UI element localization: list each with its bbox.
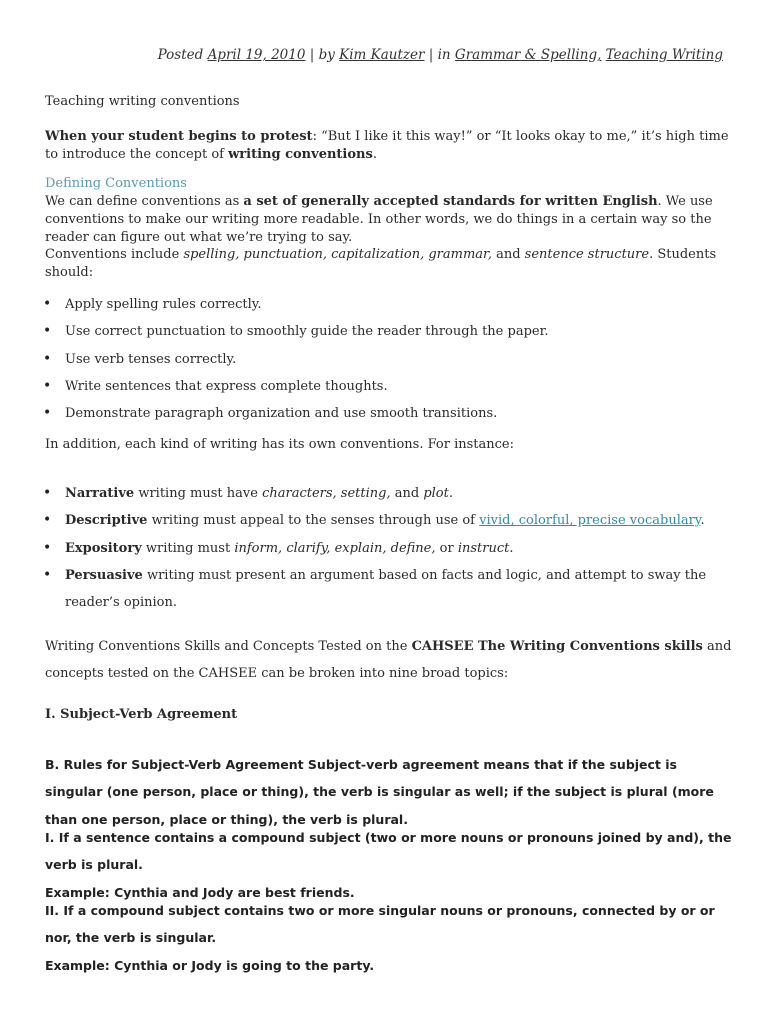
category-grammar-link[interactable]: Grammar & Spelling, (454, 47, 602, 63)
defining-heading: Defining Conventions (45, 176, 187, 191)
persuasive-label: Persuasive (65, 567, 143, 583)
author-link[interactable]: Kim Kautzer (339, 47, 425, 63)
expository-label: Expository (65, 540, 142, 556)
kinds-list (45, 480, 735, 616)
rule-i-example: Example: Cynthia and Jody are best friends. (45, 884, 355, 900)
ci-start: Conventions include (45, 247, 184, 262)
descriptive-label: Descriptive (65, 513, 148, 529)
expository-instruct: instruct. (457, 540, 514, 556)
def-start: We can define conventions as (45, 194, 244, 209)
list-item-descriptive (45, 507, 735, 534)
list-item: • Write sentences that express complete thoughts. (45, 373, 735, 400)
ci-and: and (491, 247, 525, 262)
list-item: • Use verb tenses correctly. (45, 346, 735, 373)
narrative-end: . (448, 486, 453, 501)
narrative-ital: characters, setting, (262, 486, 391, 501)
in-addition-text: In addition, each kind of writing has its own conventions. For instance: (45, 437, 514, 452)
list-item: • Demonstrate paragraph organization and use smooth transitions. (45, 400, 735, 427)
narrative-text: writing must have (134, 486, 263, 501)
expository-or: or (435, 540, 458, 556)
rule-ii-example: Example: Cynthia or Jody is going to the party. (45, 957, 375, 973)
category-teaching-link[interactable]: Teaching Writing (605, 47, 723, 63)
persuasive-text: writing must present an argument based on facts and logic, and attempt to sway the reader’s opinion. (65, 567, 707, 611)
section-heading: I. Subject-Verb Agreement (45, 707, 238, 722)
in-separator: | in (428, 47, 451, 63)
narrative-plot: plot (423, 486, 449, 501)
cahsee-rest: and concepts tested on the CAHSEE can be broken into nine broad topics: (45, 639, 732, 682)
rule-b: B. Rules for Subject-Verb Agreement Subject-verb agreement means that if the subject is singular (one person, place or thing), the verb is singular as well; if the subject is plural (more than one person, place or thing), the verb is plural. (45, 757, 714, 827)
by-separator: | by (309, 47, 335, 63)
intro-period: . (372, 147, 377, 162)
list-item: • Use correct punctuation to smoothly guide the reader through the paper. (45, 318, 735, 345)
ci-ital: spelling, punctuation, capitalization, grammar, (183, 247, 492, 262)
page-title: Teaching writing conventions (45, 94, 240, 109)
intro-concept: writing conventions (228, 147, 373, 162)
ci-ital2: sentence structure (524, 247, 650, 262)
intro-paragraph (45, 128, 735, 164)
expository-text: writing must (141, 540, 235, 556)
narrative-and: and (390, 486, 424, 501)
intro-text: : “But I like it this way!” or “It looks okay to me,” it’s high time to introduce the concept of (45, 129, 729, 162)
rule-ii (45, 897, 735, 979)
should-list (45, 291, 735, 427)
rule-ii-text: II. If a compound subject contains two or more singular nouns or pronouns, connected by or or nor, the verb is singular. (45, 903, 715, 946)
descriptive-text: writing must appeal to the senses through use of (147, 513, 480, 529)
descriptive-end: . (700, 513, 705, 529)
vocabulary-link[interactable]: vivid, colorful, precise vocabulary (479, 513, 701, 529)
list-item-persuasive (45, 562, 735, 617)
post-date-link[interactable]: April 19, 2010 (207, 47, 306, 63)
ci-rest: . Students should: (45, 247, 717, 280)
posted-label: Posted (157, 47, 204, 63)
def-bold: a set of generally accepted standards for written English (243, 194, 658, 209)
cahsee-paragraph (45, 633, 735, 688)
list-item-expository (45, 535, 735, 562)
def-rest: . We use conventions to make our writing more readable. In other words, we do things in a certain way so the reader can figure out what we’re trying to say. (45, 194, 713, 245)
cahsee-bold: CAHSEE The Writing Conventions skills (411, 639, 703, 654)
expository-ital: inform, clarify, explain, define, (234, 540, 436, 556)
defining-paragraph (45, 193, 735, 247)
list-item-narrative (45, 480, 735, 507)
list-item: • Apply spelling rules correctly. (45, 291, 735, 318)
narrative-label: Narrative (65, 486, 135, 501)
rule-i-text: I. If a sentence contains a compound subject (two or more nouns or pronouns joined by and), the verb is plural. (45, 830, 732, 873)
cahsee-start: Writing Conventions Skills and Concepts Tested on the (45, 639, 412, 654)
intro-lead: When your student begins to protest (45, 129, 313, 144)
rule-i (45, 824, 735, 906)
post-meta (158, 47, 723, 63)
conventions-include (45, 246, 735, 282)
